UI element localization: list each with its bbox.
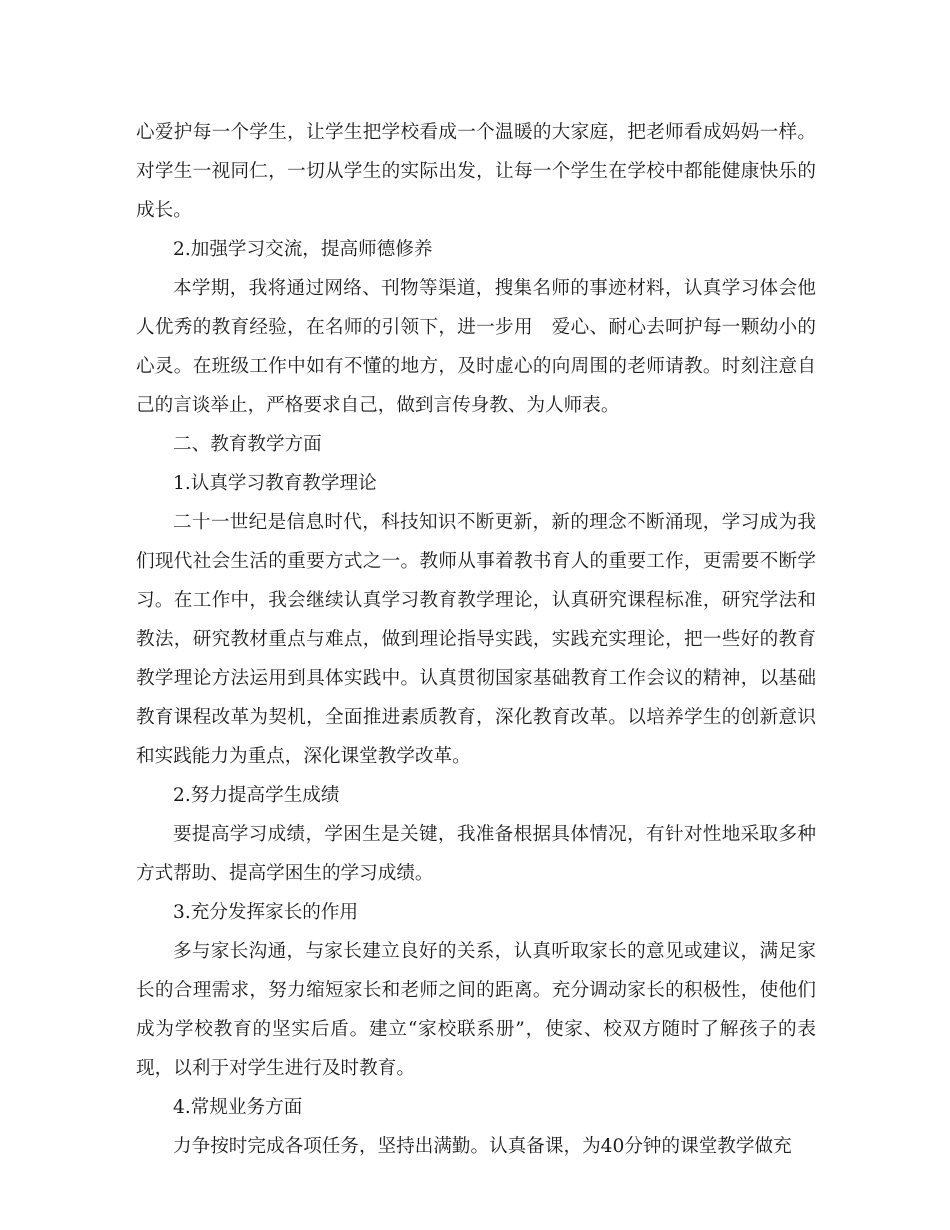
body-paragraph: 本学期，我将通过网络、刊物等渠道，搜集名师的事迹材料，认真学习体会他人优秀的教育经验，在名师的引领下，进一步用 爱心、耐心去呵护每一颗幼小的心灵。在班级工作中如有不懂的地方，及时虚心的向周围的老师请教。时刻注意自己的言谈举止，严格要求自己，做到言传身教、为人师表。: [136, 278, 816, 416]
subheading-improve-grades: 2.努力提高学生成绩: [173, 785, 340, 806]
subheading-strengthen-learning: 2.加强学习交流，提高师德修养: [173, 239, 433, 260]
body-paragraph: 二十一世纪是信息时代，科技知识不断更新，新的理念不断涌现，学习成为我们现代社会生活的重要方式之一。教师从事着教书育人的重要工作，更需要不断学习。在工作中，我会继续认真学习教育教学理论，认真研究课程标准，研究学法和教法，研究教材重点与难点，做到理论指导实践，实践充实理论，把一些好的教育教学理论方法运用到具体实践中。认真贯彻国家基础教育工作会议的精神，以基础教育课程改革为契机，全面推进素质教育，深化教育改革。以培养学生的创新意识和实践能力为重点，深化课堂教学改革。: [136, 512, 816, 767]
subheading-study-theory: 1.认真学习教育教学理论: [173, 473, 377, 494]
body-paragraph: 多与家长沟通，与家长建立良好的关系，认真听取家长的意见或建议，满足家长的合理需求，努力缩短家长和老师之间的距离。充分调动家长的积极性，使他们成为学校教育的坚实后盾。建立“家校联系册”，使家、校双方随时了解孩子的表现，以利于对学生进行及时教育。: [136, 941, 816, 1079]
subheading-routine-work: 4.常规业务方面: [173, 1097, 303, 1118]
subheading-parents-role: 3.充分发挥家长的作用: [173, 902, 359, 923]
body-paragraph: 力争按时完成各项任务，坚持出满勤。认真备课，为40分钟的课堂教学做充: [173, 1136, 792, 1157]
document-body: [136, 113, 816, 1166]
section-heading-teaching: 二、教育教学方面: [173, 434, 322, 455]
body-paragraph: 要提高学习成绩，学困生是关键，我准备根据具体情况，有针对性地采取多种方式帮助、提高学困生的学习成绩。: [136, 824, 816, 884]
body-paragraph: 心爱护每一个学生，让学生把学校看成一个温暖的大家庭，把老师看成妈妈一样。对学生一视同仁，一切从学生的实际出发，让每一个学生在学校中都能健康快乐的成长。: [136, 122, 816, 221]
